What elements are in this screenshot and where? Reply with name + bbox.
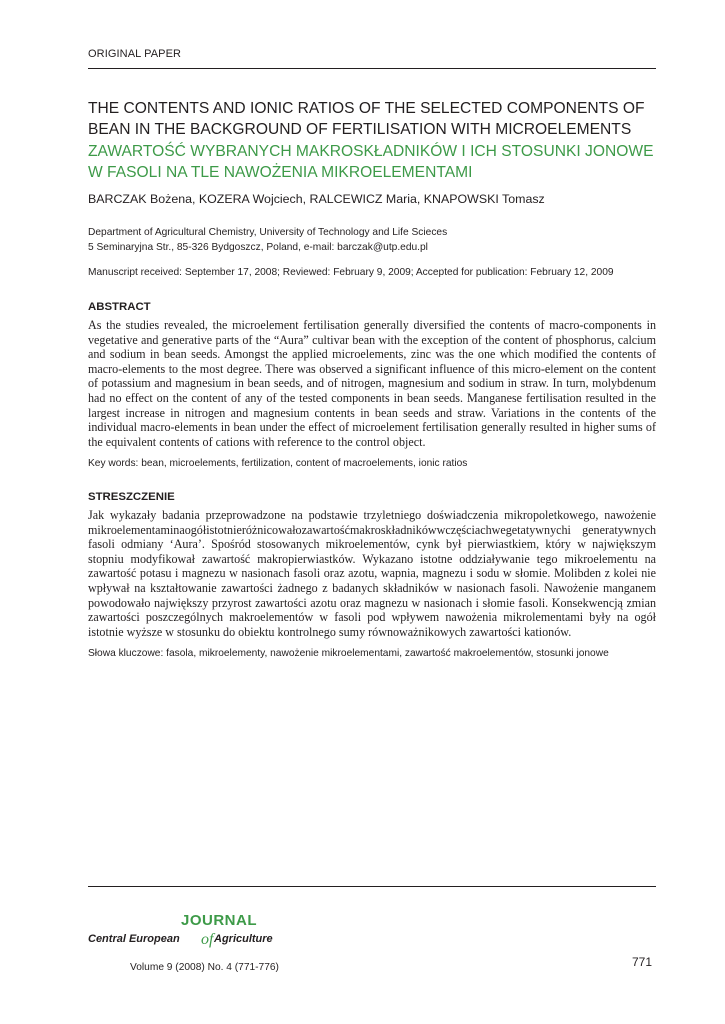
logo-central-european: Central European bbox=[88, 933, 180, 945]
page-number: 771 bbox=[632, 955, 653, 969]
logo-agriculture: Agriculture bbox=[214, 933, 273, 945]
authors: BARCZAK Bożena, KOZERA Wojciech, RALCEWICZ Maria, KNAPOWSKI Tomasz bbox=[88, 192, 545, 206]
manuscript-dates: Manuscript received: September 17, 2008; Reviewed: February 9, 2009; Accepted for publication: February 12, 2009 bbox=[88, 267, 614, 278]
footer-rule bbox=[88, 886, 656, 887]
affiliation-line-2: 5 Seminaryjna Str., 85-326 Bydgoszcz, Poland, e-mail: barczak@utp.edu.pl bbox=[88, 242, 428, 253]
streszczenie-heading: STRESZCZENIE bbox=[88, 491, 175, 503]
title-english: THE CONTENTS AND IONIC RATIOS OF THE SELECTED COMPONENTS OF BEAN IN THE BACKGROUND OF FERTILISATION WITH MICROELEMENTS bbox=[88, 100, 645, 138]
journal-logo-graphic bbox=[88, 910, 298, 950]
logo-of-word: of bbox=[201, 931, 214, 948]
abstract-text: As the studies revealed, the microelement fertilisation generally diversified the contents of macro-components in vegetative and generative parts of the “Aura” cultivar bean with the exception of the content of phosphorus, calcium and sodium in bean seeds. Amongst the applied microelements, zinc was the one which modified the contents of macro-elements to the most degree. There was observed a significant influence of this micro-element on the content of potassium and magnesium in bean seeds, and of nitrogen, magnesium and sodium in straw. In turn, molybdenum had no effect on the content of any of the tested components in bean seeds. Manganese fertilisation resulted in the largest increase in nitrogen and magnesium contents in bean seeds and straw. Variations in the contents of the individual macro-elements in bean under the effect of microelement fertilisation generally resulted in higher sums of the equivalent contents of cations with reference to the control object. bbox=[88, 318, 656, 449]
header-rule bbox=[88, 68, 656, 69]
affiliation-line-1: Department of Agricultural Chemistry, University of Technology and Life Scieces bbox=[88, 227, 448, 238]
title-polish: ZAWARTOŚĆ WYBRANYCH MAKROSKŁADNIKÓW I ICH STOSUNKI JONOWE W FASOLI NA TLE NAWOŻENIA MIKROELEMENTAMI bbox=[88, 143, 654, 181]
affiliation bbox=[88, 225, 447, 255]
streszczenie-text: Jak wykazały badania przeprowadzone na podstawie trzyletniego doświadczenia mikropoletkowego, nawożenie mikroelementaminaogółistotnieróżnicowałozawartośćmakroskładnikówwczęściachwegetatywnychi generatywnych fasoli odmiany ‘Aura’. Spośród stosowanych mikroelementów, cynk był pierwiastkiem, który w największym stopniu modyfikował zawartość makropierwiastków. Wykazano istotne oddziaływanie tego mikroelementu na zawartość potasu i magnezu w nasionach fasoli oraz azotu, wapnia, magnezu i sodu w słomie. Molibden z kolei nie wpływał na kształtowanie zawartości żadnego z badanych składników w nasionach fasoli. Nawożenie manganem powodowało największy przyrost zawartości azotu oraz magnezu w nasionach i słomie fasoli. Konsekwencją zmian zawartości poszczególnych makroelementów w fasoli pod wpływem nawożenia mikrolementami były na ogół istotnie wyższe w stosunku do obiektu kontrolnego sumy równoważnikowych zawartości kationów. bbox=[88, 508, 656, 639]
abstract-keywords: Key words: bean, microelements, fertilization, content of macroelements, ionic ratios bbox=[88, 458, 468, 469]
running-head: ORIGINAL PAPER bbox=[88, 48, 182, 60]
abstract-heading: ABSTRACT bbox=[88, 301, 151, 313]
streszczenie-keywords: Słowa kluczowe: fasola, mikroelementy, nawożenie mikroelementami, zawartość makroelementów, stosunki jonowe bbox=[88, 648, 609, 659]
logo-journal-word: JOURNAL bbox=[181, 912, 258, 929]
journal-logo bbox=[88, 910, 298, 950]
volume-info: Volume 9 (2008) No. 4 (771-776) bbox=[130, 962, 279, 973]
